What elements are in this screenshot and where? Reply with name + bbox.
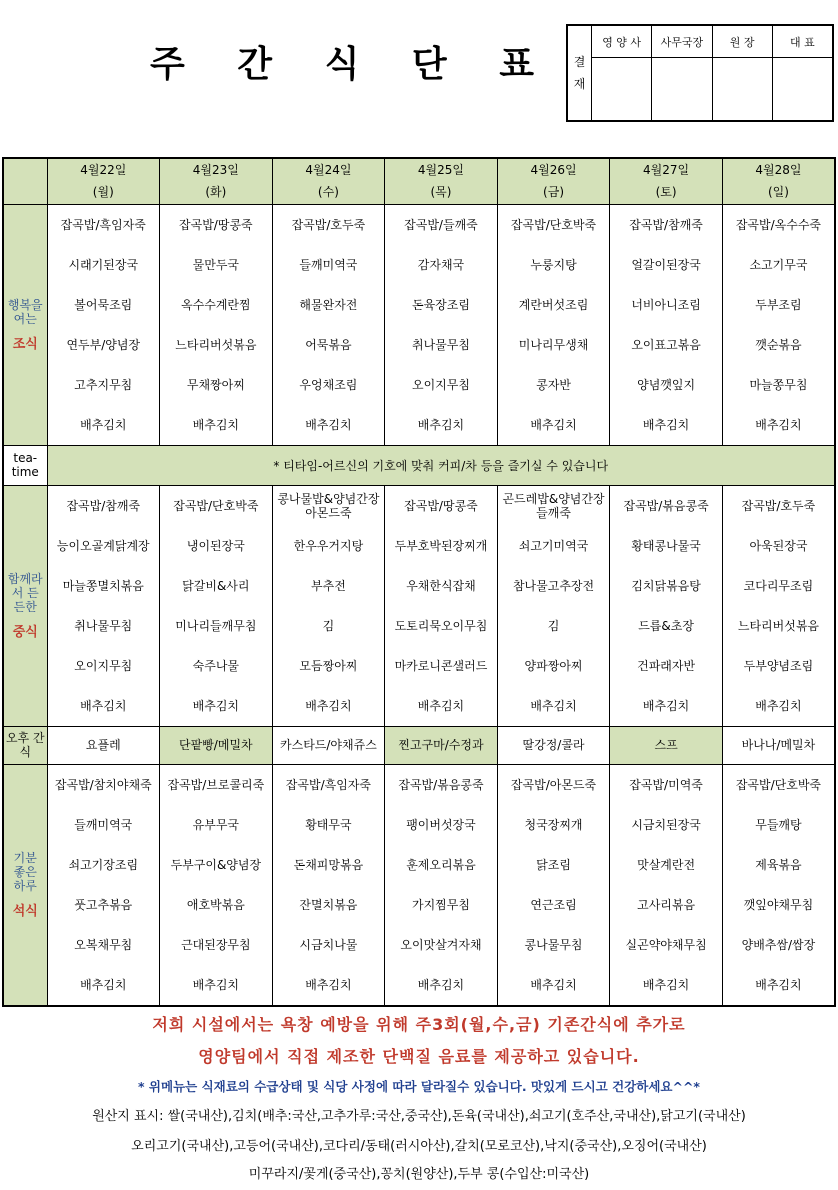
- menu-item: 배추김치: [642, 698, 690, 713]
- breakfast-cell-day-4: [385, 204, 498, 445]
- snack-item-day-2: 단팥빵/메밀차: [160, 726, 273, 764]
- lunch-cell-day-3: [272, 485, 385, 726]
- approval-director: 원 장: [713, 26, 772, 58]
- menu-item: 배추김치: [755, 698, 802, 713]
- dinner-cell-day-6: [610, 764, 723, 1006]
- menu-item: 깻잎야채무침: [743, 897, 814, 912]
- breakfast-label: [3, 204, 47, 445]
- dinner-cell-day-4: [385, 764, 498, 1006]
- day-header-row: [3, 158, 835, 204]
- dinner-cell-day-2: [160, 764, 273, 1006]
- day-date: 4월28일: [755, 163, 802, 178]
- menu-item: 느타리버섯볶음: [175, 337, 257, 352]
- menu-item: 모듬짱아찌: [299, 658, 358, 673]
- day-of-week: (목): [430, 185, 452, 200]
- day-date: 4월25일: [417, 163, 465, 178]
- menu-item: 황태무국: [305, 817, 352, 832]
- approval-label: [568, 26, 592, 120]
- menu-item: 잡곡밥/브로콜리죽: [167, 777, 265, 792]
- menu-item: 감자채국: [417, 257, 465, 272]
- menu-item: 근대된장무침: [181, 937, 251, 952]
- menu-item: 볼어묵조림: [74, 297, 133, 312]
- day-of-week: (수): [317, 185, 339, 200]
- approval-label-1: 결: [573, 55, 586, 69]
- menu-item: 잡곡밥/미역죽: [629, 777, 703, 792]
- day-date: 4월27일: [643, 163, 690, 178]
- menu-item: 마늘쫑무침: [749, 377, 808, 392]
- menu-item: 오이지무침: [74, 658, 133, 673]
- approval-label-2: 재: [573, 77, 586, 91]
- menu-item: 연근조림: [530, 897, 577, 912]
- menu-item: 옥수수계란찜: [181, 297, 251, 312]
- weekly-menu-table: [2, 157, 836, 1007]
- menu-item: 우엉채조림: [299, 377, 358, 392]
- menu-item: 잡곡밥/참깨죽: [66, 498, 141, 513]
- menu-item: 두부호박된장찌개: [394, 538, 488, 553]
- menu-item: 잡곡밥/볶음콩죽: [398, 777, 484, 792]
- menu-item: 고추지무침: [74, 377, 133, 392]
- day-of-week: (월): [92, 185, 114, 200]
- menu-item: 한우우거지탕: [293, 538, 364, 553]
- menu-item: 맛살계란전: [637, 857, 696, 872]
- origin-line-2: 오리고기(국내산),고등어(국내산),코다리/동태(러시아산),갈치(모로코산),낙지(중국산),오징어(국내산): [131, 1139, 707, 1154]
- lunch-cell-day-5: [497, 485, 610, 726]
- day-header-5: [497, 158, 610, 204]
- menu-item: 훈제오리볶음: [406, 857, 476, 872]
- menu-item: 배추김치: [80, 417, 127, 432]
- dinner-cell-day-3: [272, 764, 385, 1006]
- snack-row: [3, 726, 835, 764]
- menu-item: 잔멸치볶음: [299, 897, 358, 912]
- menu-item: 연두부/양념장: [66, 337, 141, 352]
- menu-item: 무채짱아찌: [186, 377, 245, 392]
- menu-item: 잡곡밥/아몬드죽: [510, 777, 597, 792]
- approval-ceo: 대 표: [773, 26, 832, 58]
- menu-item: 김: [322, 618, 335, 633]
- breakfast-cell-day-6: [610, 204, 723, 445]
- day-of-week: (금): [543, 185, 565, 200]
- menu-item: 시금치된장국: [631, 817, 701, 832]
- menu-item: 시금치나물: [299, 937, 358, 952]
- menu-item: 두부양념조림: [743, 658, 814, 673]
- snack-label: 오후 간식: [3, 726, 47, 764]
- day-of-week: (화): [205, 185, 227, 200]
- menu-item: 김: [547, 618, 560, 633]
- menu-item: 배추김치: [755, 417, 802, 432]
- day-of-week: (일): [767, 185, 789, 200]
- menu-item: 시래기된장국: [68, 257, 139, 272]
- menu-item: 취나물무침: [411, 337, 470, 352]
- menu-item: 배추김치: [417, 977, 465, 992]
- menu-item: 배추김치: [417, 417, 465, 432]
- menu-item: 쇠고기미역국: [518, 538, 589, 553]
- menu-item: 배추김치: [80, 698, 127, 713]
- menu-item: 마늘쫑멸치볶음: [62, 578, 144, 593]
- snack-item-day-1: 요플레: [47, 726, 160, 764]
- menu-item: 닭갈비&사리: [182, 578, 250, 593]
- menu-item: 배추김치: [755, 977, 802, 992]
- dinner-row: [3, 764, 835, 1006]
- menu-item: 깻순볶음: [755, 337, 802, 352]
- menu-item: 도토리묵오이무침: [394, 618, 488, 633]
- dinner-label: [3, 764, 47, 1006]
- menu-item: 쇠고기장조림: [68, 857, 139, 872]
- menu-item: 누룽지탕: [530, 257, 577, 272]
- menu-item: 콩자반: [536, 377, 571, 392]
- signature-cell: [713, 58, 772, 120]
- breakfast-slogan: 행복을 여는: [7, 297, 43, 326]
- dinner-cell-day-5: [497, 764, 610, 1006]
- lunch-slogan: 함께라서 든든한: [7, 571, 43, 614]
- dinner-meal-name: 석식: [12, 903, 38, 919]
- menu-item: 너비아니조림: [631, 297, 701, 312]
- approval-secretary: 사무국장: [652, 26, 711, 58]
- lunch-cell-day-1: [47, 485, 160, 726]
- lunch-cell-day-2: [160, 485, 273, 726]
- menu-item: 들깨미역국: [299, 257, 358, 272]
- menu-item: 마카로니콘샐러드: [394, 658, 488, 673]
- menu-item: 청국장찌개: [524, 817, 583, 832]
- signature-cell: [773, 58, 832, 120]
- lunch-cell-day-4: [385, 485, 498, 726]
- breakfast-meal-name: 조식: [12, 336, 38, 352]
- teatime-label: tea-time: [3, 445, 47, 485]
- menu-item: 배추김치: [642, 977, 690, 992]
- menu-item: 돈채피망볶음: [293, 857, 364, 872]
- day-header-2: [160, 158, 273, 204]
- menu-item: 잡곡밥/호두죽: [291, 217, 366, 232]
- menu-item: 양파짱아찌: [524, 658, 583, 673]
- dinner-slogan: 기분 좋은 하루: [13, 850, 37, 893]
- menu-item: 배추김치: [192, 698, 240, 713]
- snack-item-day-4: 찐고구마/수정과: [385, 726, 498, 764]
- snack-item-day-7: 바나나/메밀차: [722, 726, 835, 764]
- menu-item: 부추전: [311, 578, 346, 593]
- menu-item: 들깨미역국: [74, 817, 133, 832]
- menu-item: 실곤약야채무침: [625, 937, 707, 952]
- corner-cell: [3, 158, 47, 204]
- menu-item: 가지찜무침: [411, 897, 470, 912]
- menu-item: 배추김치: [417, 698, 465, 713]
- day-header-3: [272, 158, 385, 204]
- menu-item: 오이맛살겨자채: [400, 937, 482, 952]
- menu-item: 잡곡밥/흑임자죽: [60, 217, 146, 232]
- menu-item: 오이표고볶음: [631, 337, 701, 352]
- menu-item: 취나물무침: [74, 618, 133, 633]
- teatime-row: [3, 445, 835, 485]
- menu-item: 물만두국: [192, 257, 240, 272]
- menu-item: 잡곡밥/단호박죽: [510, 217, 597, 232]
- lunch-label: [3, 485, 47, 726]
- day-date: 4월23일: [192, 163, 239, 178]
- menu-item: 오복채무침: [74, 937, 133, 952]
- menu-item: 곤드레밥&양념간장 들깨죽: [502, 491, 605, 520]
- menu-item: 배추김치: [305, 417, 352, 432]
- menu-item: 느타리버섯볶음: [737, 618, 820, 633]
- teatime-text: * 티타임-어르신의 기호에 맞춰 커피/차 등을 즐기실 수 있습니다: [47, 445, 835, 485]
- menu-item: 잡곡밥/호두죽: [741, 498, 816, 513]
- menu-item: 잡곡밥/땅콩죽: [179, 217, 253, 232]
- menu-item: 계란버섯조림: [518, 297, 589, 312]
- menu-item: 두부조림: [755, 297, 802, 312]
- menu-item: 제육볶음: [755, 857, 802, 872]
- menu-item: 양배추쌈/쌈장: [741, 937, 816, 952]
- menu-item: 아욱된장국: [749, 538, 808, 553]
- menu-item: 잡곡밥/땅콩죽: [404, 498, 478, 513]
- signature-cell: [592, 58, 651, 120]
- menu-item: 잡곡밥/단호박죽: [735, 777, 822, 792]
- menu-item: 풋고추볶음: [74, 897, 133, 912]
- breakfast-cell-day-5: [497, 204, 610, 445]
- lunch-row: [3, 485, 835, 726]
- day-header-6: [610, 158, 723, 204]
- day-header-7: [722, 158, 835, 204]
- notice-line-1: 저희 시설에서는 욕창 예방을 위해 주3회(월,수,금) 기존간식에 추가로: [152, 1015, 686, 1034]
- snack-item-day-6: 스프: [610, 726, 723, 764]
- day-date: 4월26일: [530, 163, 577, 178]
- breakfast-cell-day-7: [722, 204, 835, 445]
- menu-item: 잡곡밥/볶음콩죽: [623, 498, 709, 513]
- day-date: 4월22일: [80, 163, 127, 178]
- menu-item: 잡곡밥/옥수수죽: [735, 217, 822, 232]
- menu-item: 우채한식잡채: [406, 578, 476, 593]
- lunch-cell-day-6: [610, 485, 723, 726]
- menu-item: 배추김치: [305, 698, 352, 713]
- menu-item: 양념깻잎지: [637, 377, 696, 392]
- lunch-cell-day-7: [722, 485, 835, 726]
- dinner-cell-day-7: [722, 764, 835, 1006]
- menu-item: 드릅&초장: [638, 618, 694, 633]
- menu-item: 유부무국: [192, 817, 240, 832]
- menu-item: 배추김치: [192, 417, 240, 432]
- menu-item: 참나물고추장전: [512, 578, 595, 593]
- signature-cell: [652, 58, 711, 120]
- menu-item: 두부구이&양념장: [170, 857, 262, 872]
- day-date: 4월24일: [305, 163, 352, 178]
- origin-line-1: 원산지 표시: 쌀(국내산),김치(배추:국산,고추가루:국산,중국산),돈육(국내산),쇠고기(호주산,국내산),닭고기(국내산): [92, 1109, 746, 1124]
- menu-item: 미나리무생채: [518, 337, 589, 352]
- menu-item: 배추김치: [305, 977, 352, 992]
- breakfast-cell-day-2: [160, 204, 273, 445]
- page-title: 주 간 식 단 표: [150, 44, 555, 85]
- menu-item: 배추김치: [642, 417, 690, 432]
- menu-item: 배추김치: [530, 417, 577, 432]
- menu-item: 오이지무침: [411, 377, 470, 392]
- notice-line-2: 영양팀에서 직접 제조한 단백질 음료를 제공하고 있습니다.: [198, 1047, 640, 1066]
- menu-item: 배추김치: [192, 977, 240, 992]
- menu-item: 어묵볶음: [305, 337, 352, 352]
- day-header-4: [385, 158, 498, 204]
- menu-item: 잡곡밥/단호박죽: [173, 498, 259, 513]
- menu-item: 애호박볶음: [186, 897, 245, 912]
- menu-item: 코다리무조림: [743, 578, 814, 593]
- menu-item: 숙주나물: [192, 658, 240, 673]
- menu-item: 소고기무국: [749, 257, 808, 272]
- approval-box: [566, 24, 834, 122]
- snack-item-day-5: 딸강정/콜라: [497, 726, 610, 764]
- menu-item: 돈육장조림: [411, 297, 470, 312]
- dinner-cell-day-1: [47, 764, 160, 1006]
- menu-item: 건파래자반: [637, 658, 696, 673]
- menu-item: 얼갈이된장국: [631, 257, 701, 272]
- lunch-meal-name: 중식: [12, 624, 38, 640]
- menu-item: 능이오골계닭계장: [56, 538, 150, 553]
- snack-item-day-3: 카스타드/야채쥬스: [272, 726, 385, 764]
- menu-item: 황태콩나물국: [631, 538, 701, 553]
- menu-item: 미나리들깨무침: [175, 618, 257, 633]
- day-header-1: [47, 158, 160, 204]
- menu-item: 팽이버섯장국: [406, 817, 476, 832]
- menu-item: 고사리볶음: [637, 897, 696, 912]
- day-of-week: (토): [655, 185, 677, 200]
- notice-line-3: * 위메뉴는 식재료의 수급상태 및 식당 사정에 따라 달라질수 있습니다. 맛있게 드시고 건강하세요^^*: [138, 1079, 700, 1094]
- menu-item: 냉이된장국: [186, 538, 245, 553]
- menu-item: 콩나물무침: [524, 937, 583, 952]
- menu-item: 닭조림: [536, 857, 571, 872]
- menu-item: 배추김치: [80, 977, 127, 992]
- menu-item: 배추김치: [530, 698, 577, 713]
- breakfast-cell-day-1: [47, 204, 160, 445]
- menu-item: 잡곡밥/참깨죽: [629, 217, 703, 232]
- menu-item: 해물완자전: [299, 297, 358, 312]
- menu-item: 배추김치: [530, 977, 577, 992]
- approval-nutritionist: 영 양 사: [592, 26, 651, 58]
- breakfast-cell-day-3: [272, 204, 385, 445]
- origin-line-3: 미꾸라지/꽃게(중국산),꽁치(원양산),두부 콩(수입산:미국산): [248, 1167, 590, 1182]
- menu-item: 잡곡밥/흑임자죽: [285, 777, 371, 792]
- menu-item: 콩나물밥&양념간장 아몬드죽: [277, 491, 380, 520]
- breakfast-row: [3, 204, 835, 445]
- menu-item: 무들깨탕: [755, 817, 802, 832]
- menu-item: 잡곡밥/들깨죽: [404, 217, 478, 232]
- menu-item: 잡곡밥/참치야채죽: [54, 777, 152, 792]
- menu-item: 김치닭볶음탕: [631, 578, 701, 593]
